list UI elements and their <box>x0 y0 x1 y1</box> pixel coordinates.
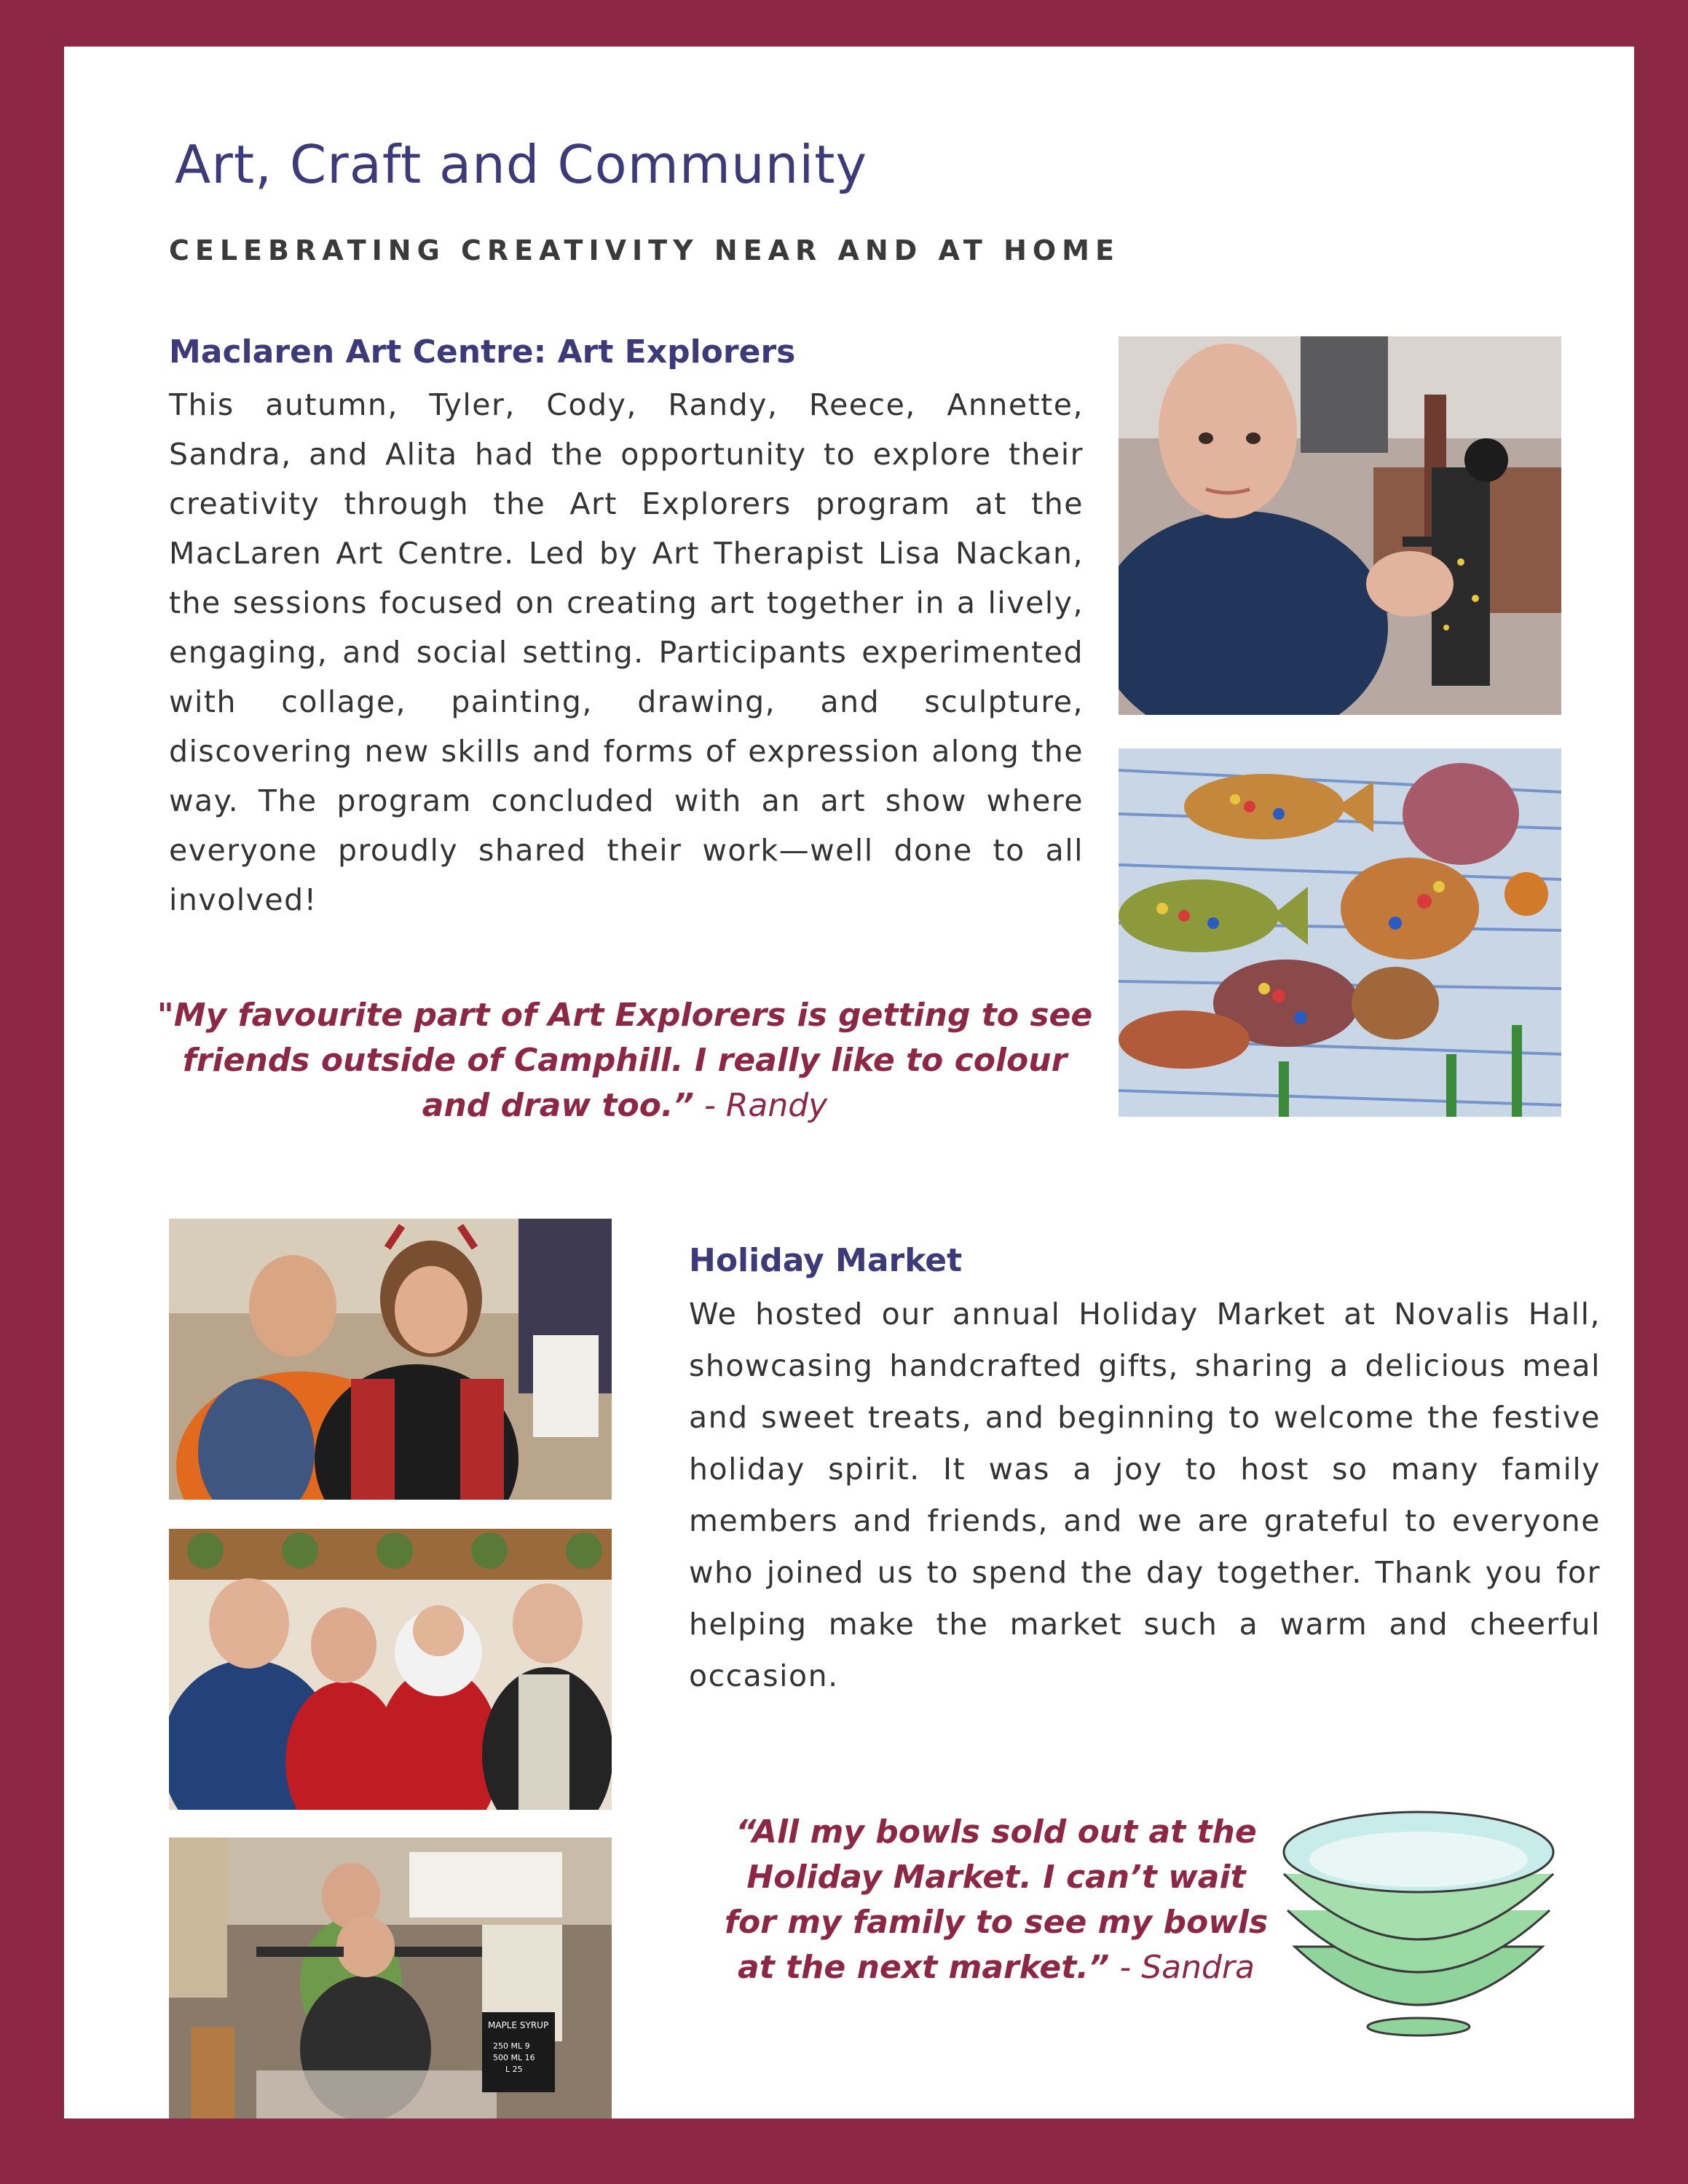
bowls-illustration <box>1273 1801 1564 2041</box>
photo-man-with-sculpture <box>1119 336 1561 715</box>
holiday-market-body: We hosted our annual Holiday Market at Novalis Hall, showcasing handcrafted gifts, sharing a delicious meal and sweet treats, and beginning to welcome the festive holiday spirit. It was a joy to host so many family members and friends, and we are grateful to everyone who joined us to spend the day together. Thank you for helping make the market such a warm and cheerful occasion. <box>689 1297 1601 1693</box>
holiday-market-heading: Holiday Market <box>689 1242 963 1279</box>
maple-syrup-sign-price-3: L 25 <box>505 2065 523 2074</box>
sandra-quote <box>719 1810 1273 1990</box>
newsletter-page <box>64 47 1634 2118</box>
sandra-quote-text: “All my bowls sold out at the Holiday Market. I can’t wait for my family to see my bowls at the next market.” <box>724 1813 1269 1986</box>
art-explorers-heading: Maclaren Art Centre: Art Explorers <box>169 333 796 371</box>
photo-market-santa <box>169 1529 612 1810</box>
maple-syrup-sign-price-1: 250 ML 9 <box>493 2041 530 2051</box>
maple-syrup-sign-title: MAPLE SYRUP <box>488 2020 549 2030</box>
page-title: Art, Craft and Community <box>175 134 868 195</box>
randy-quote-author: - Randy <box>693 1087 828 1124</box>
photo-market-hall <box>169 1837 612 2118</box>
art-explorers-body: This autumn, Tyler, Cody, Randy, Reece, Annette, Sandra, and Alita had the opportunity to explore their creativity through the Art Explorers program at the MacLaren Art Centre. Led by Art Therapist Lisa Nackan, the sessions focused on creating art together in a lively, engaging, and social setting. Participants experimented with collage, painting, drawing, and sculpture, discovering new skills and forms of expression along the way. The program concluded with an art show where everyone proudly shared their work—well done to all involved! <box>169 387 1084 917</box>
randy-quote-text: "My favourite part of Art Explorers is getting to see friends outside of Camphill. I really like to colour and draw too.” <box>157 997 1093 1124</box>
photo-fish-artwork <box>1119 748 1561 1117</box>
maple-syrup-sign-price-2: 500 ML 16 <box>493 2053 535 2062</box>
page-subtitle: CELEBRATING CREATIVITY NEAR AND AT HOME <box>169 234 1120 266</box>
photo-market-couple <box>169 1219 612 1500</box>
randy-quote <box>151 993 1098 1128</box>
sandra-quote-author: - Sandra <box>1109 1949 1255 1986</box>
